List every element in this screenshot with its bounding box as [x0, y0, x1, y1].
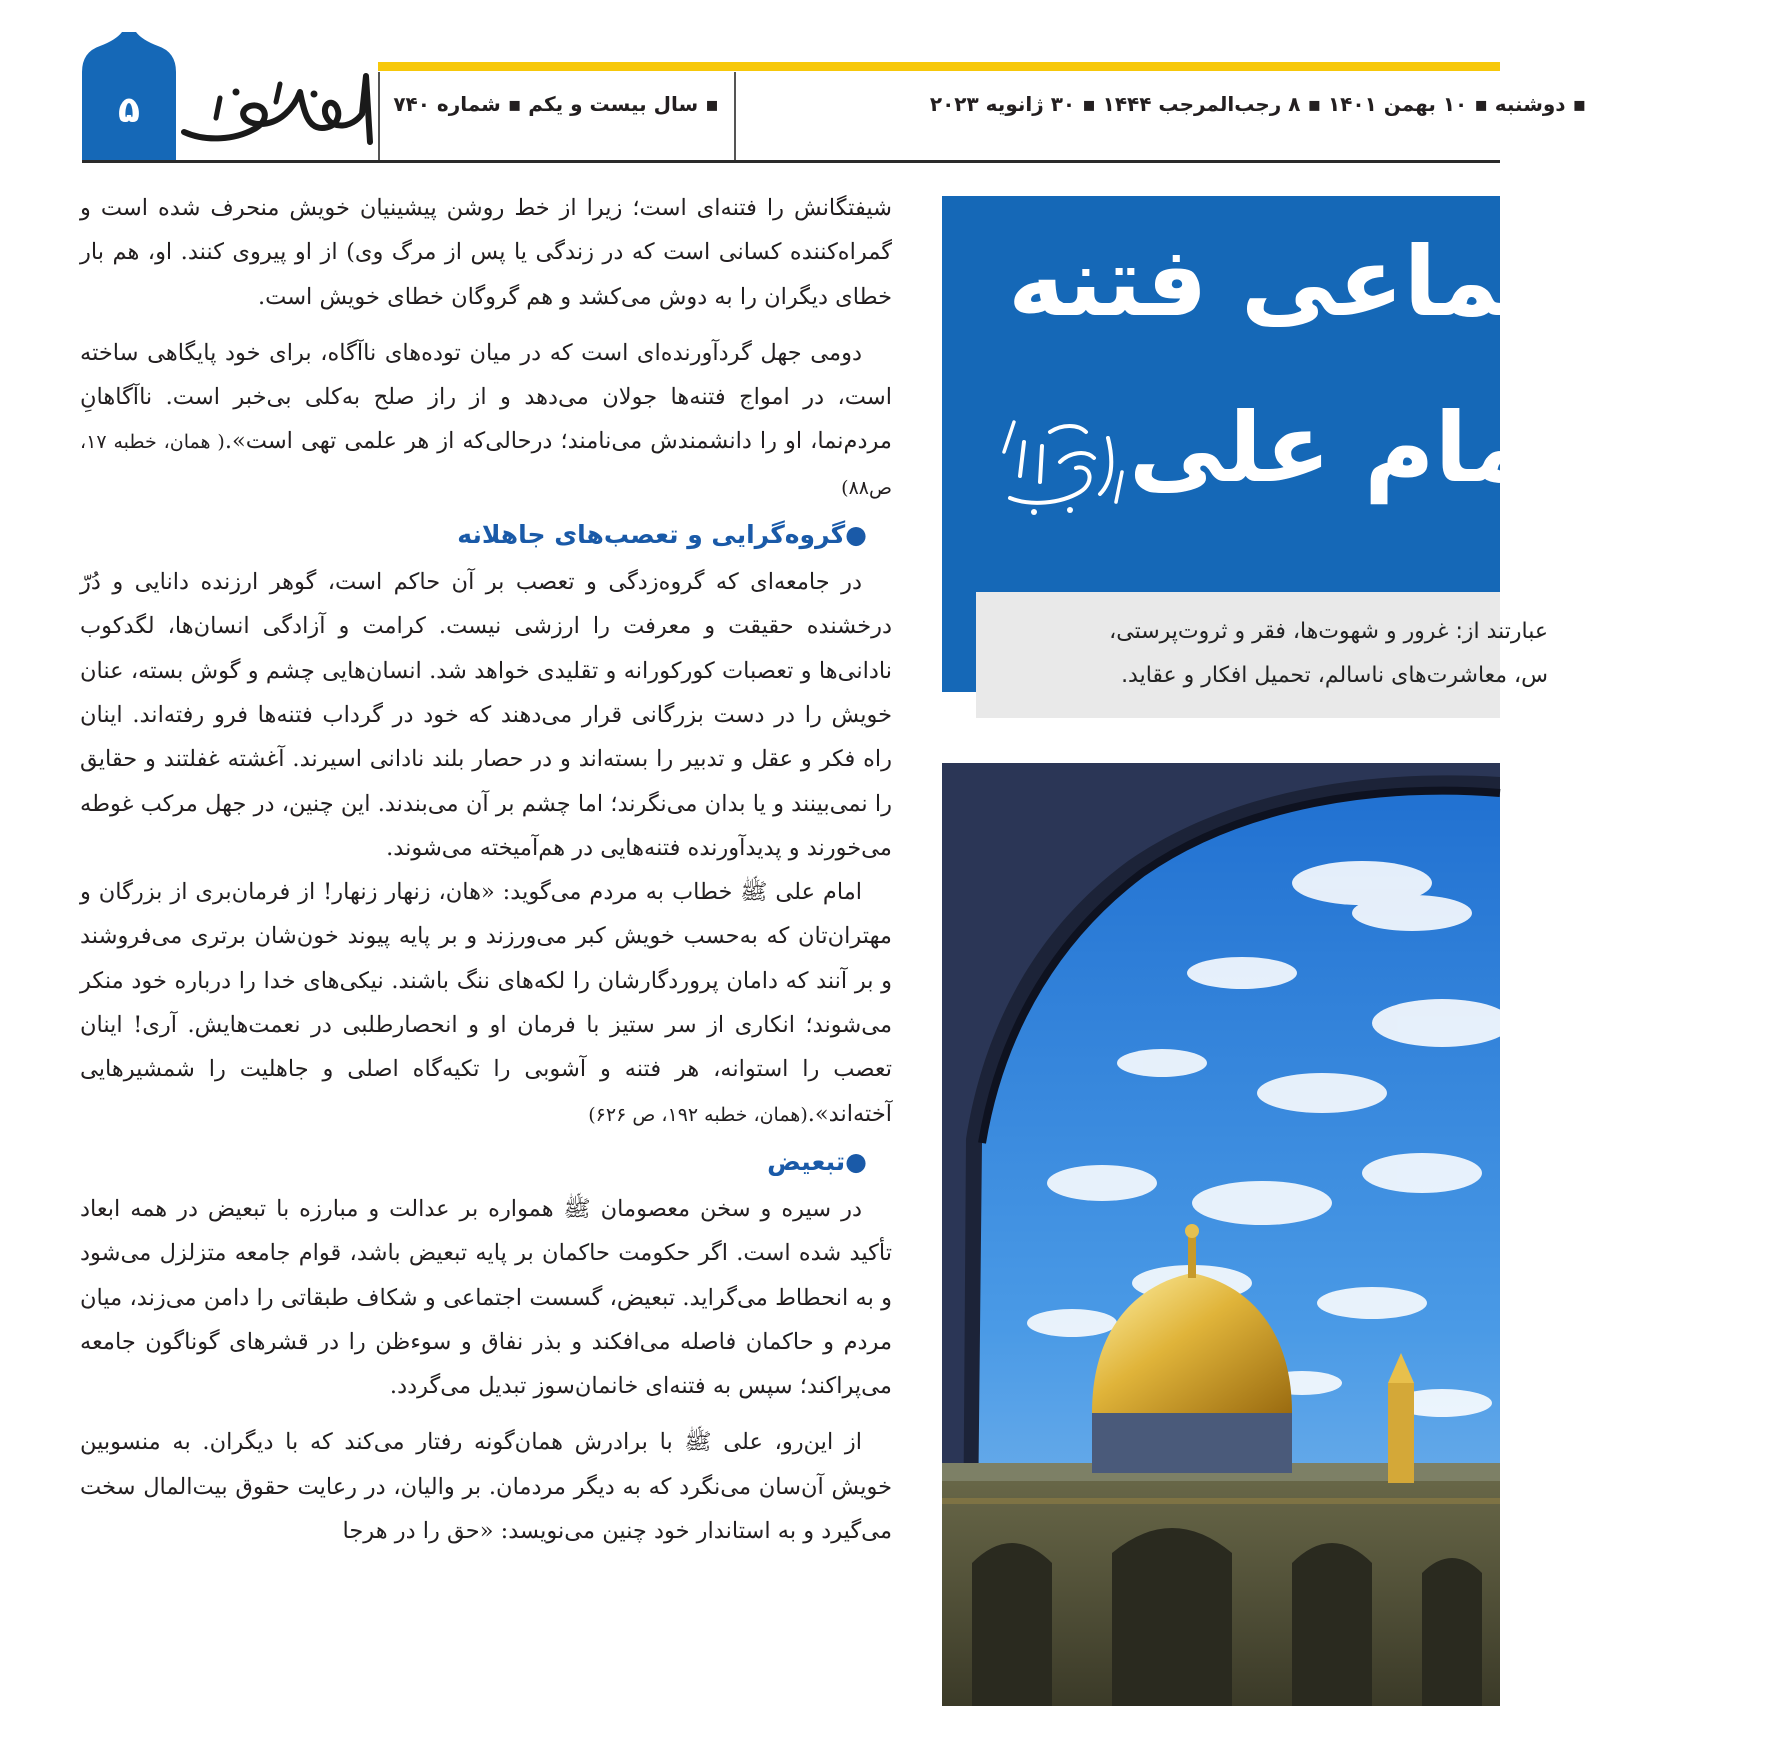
page-number: ۵: [118, 90, 140, 131]
article-paragraph: [80, 331, 892, 510]
bullet-icon: ●: [845, 520, 867, 550]
article-paragraph: [80, 870, 892, 1137]
date-line: ▪ دوشنبه ▪ ۱۰ بهمن ۱۴۰۱ ▪ ۸ رجب‌المرجب ۱۴۴۴ ▪ ۳۰ ژانویه ۲۰۲۳: [929, 92, 1587, 116]
header-info-bar: [378, 72, 1587, 160]
header-bottom-rule: [82, 160, 1500, 163]
article-paragraph: از این‌رو، علی ﷺ با برادرش همان‌گونه رفتار می‌کند که با دیگران. به منسوبین خویش آن‌سان می‌نگرد که به دیگر مردمان. بر والیان، در رعایت حقوق بیت‌المال سخت می‌گیرد و به استاندار خود چنین می‌نویسد: «حق را در هرجا: [80, 1429, 892, 1545]
article-paragraph: در سیره و سخن معصومان ﷺ همواره بر عدالت و مبارزه با تبعیض در همه ابعاد تأکید شده است. اگر حکومت حاکمان بر پایه تبعیض باشد، قوام جامعه متزلزل می‌شود و به انحطاط می‌گراید. تبعیض، گسست اجتماعی و شکاف طبقاتی را دامن می‌زند، میان مردم و حاکمان فاصله می‌افکند و بذر نفاق و سوءظن را در قشرهای گوناگون جامعه می‌پراکند؛ سپس به فتنه‌ای خانمان‌سوز تبدیل می‌گردد.: [80, 1195, 892, 1400]
lead-line: عبارتند از: غرور و شهوت‌ها، فقر و ثروت‌پرستی،: [1109, 619, 1548, 644]
subheading-text: تبعیض: [767, 1146, 846, 1176]
article-paragraph: در جامعه‌ای که گروه‌زدگی و تعصب بر آن حاکم است، گوهر ارزنده دانایی و دُرّ درخشنده حقیقت و معرفت را ارزشی نیست. کرامت و آزادگی انسان‌ها، لگدکوب نادانی‌ها و تعصبات کورکورانه و تقلیدی خواهد شد. انسان‌هایی چشم و گوش بسته، عنان خویش را در دست بزرگانی قرار می‌دهند که خود در گرداب فتنه‌ها فرو رفته‌اند. اینان راه فکر و عقل و تدبیر را بسته‌اند و در حصار بلند نادانی اسیرند. آغشته غفلتند و حقایق را نمی‌بینند و یا بدان می‌نگرند؛ اما چشم بر آن می‌بندند. این چنین، در جهل مرکب غوطه می‌خورند و پدیدآورنده فتنه‌هایی در هم‌آمیخته می‌شوند.: [80, 569, 892, 861]
subheading: [80, 510, 892, 560]
header-divider: [734, 72, 736, 160]
logo-calligraphy: [176, 62, 376, 154]
feature-title-line-1: تماعی فتنه: [1007, 226, 1540, 338]
header-divider: [378, 72, 380, 160]
issue-info: ▪ سال بیست و یکم ▪ شماره ۷۴۰: [393, 92, 719, 116]
article-paragraph: شیفتگانش را فتنه‌ای است؛ زیرا از خط روشن پیشینیان خویش منحرف شده است و گمراه‌کننده کسانی است که در زندگی یا پس از مرگ وی) از او پیروی کنند. او، هم بار خطای دیگران را به دوش می‌کشد و هم گروگان خطای خویش است.: [80, 195, 892, 310]
lead-summary: [988, 610, 1548, 698]
citation: ( همان، خطبه ۱۷، ص۸۸): [80, 431, 892, 499]
article-column: [80, 186, 892, 1553]
lead-line: س، معاشرت‌های ناسالم، تحمیل افکار و عقاید.: [1121, 663, 1548, 688]
subheading-text: گروه‌گرایی و تعصب‌های جاهلانه: [457, 520, 846, 550]
honorific-calligraphy: [990, 402, 1130, 522]
subheading: [80, 1137, 892, 1187]
paragraph-text: دومی جهل گردآورنده‌ای است که در میان توده‌های ناآگاه، برای خود پایگاهی ساخته است، در امواج فتنه‌ها جولان می‌دهد و از راز صلح به‌کلی بی‌خبر است. ناآگاهانِ مردم‌نما، او را دانشمندش می‌نامند؛ درحالی‌که از هر علمی تهی است».: [80, 339, 892, 455]
honorific-icon: [990, 402, 1130, 522]
bullet-icon: ●: [845, 1146, 867, 1176]
feature-title-line-2: مام علی: [1128, 392, 1530, 504]
golden-dome-shrine-photo: [942, 763, 1500, 1706]
lead-summary-box: [976, 592, 1548, 718]
shrine-photo: [942, 763, 1500, 1706]
paragraph-text: امام علی ﷺ خطاب به مردم می‌گوید: «هان، زنهار زنهار! از فرمان‌بری از بزرگان و مهتران‌تان که به‌حسب خویش کبر می‌ورزند و بر پایه پیوند خون‌شان برتری می‌فروشند و بر آنند که دامان پروردگارشان را لکه‌های ننگ باشند. نیکی‌های خدا را درباره خود منکر می‌شوند؛ انکاری از سر ستیز با فرمان او و انحصارطلبی در نعمت‌هایش. آری! اینان تعصب را استوانه، هر فتنه و آشوبی را تکیه‌گاه اصلی و جاهلیت را شمشیرهایی آخته‌اند».: [80, 879, 892, 1127]
header-accent-rule: [378, 62, 1500, 71]
publication-logo[interactable]: [176, 62, 376, 154]
citation: (همان، خطبه ۱۹۲، ص ۶۲۶): [588, 1103, 808, 1126]
